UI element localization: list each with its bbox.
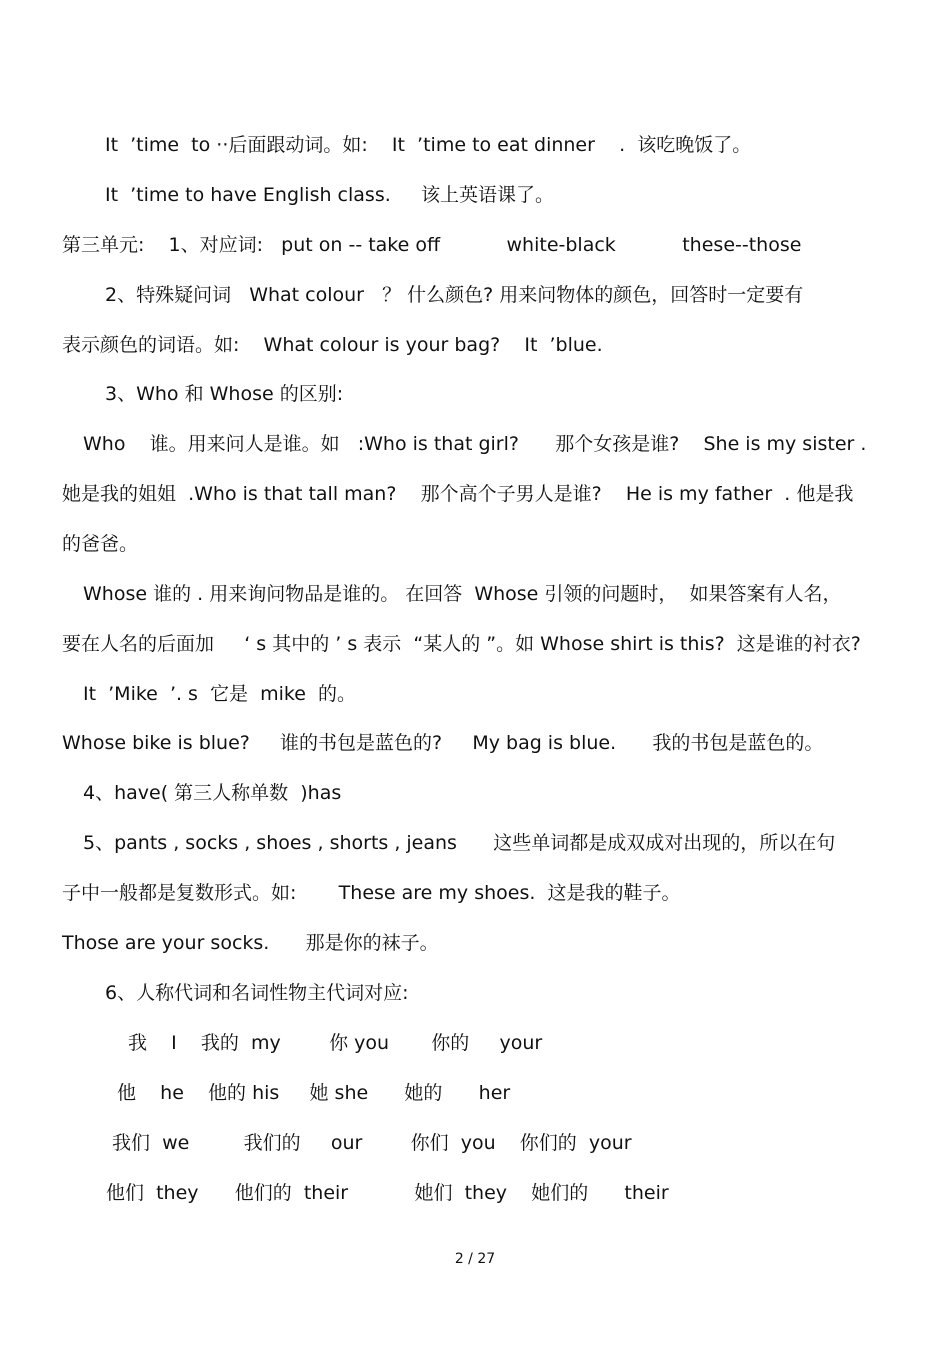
text-line-5: 表示颜色的词语。如: What colour is your bag? It ’blue. (62, 334, 603, 356)
text-line-18: 6、人称代词和名词性物主代词对应: (105, 982, 409, 1004)
text-line-10: Whose 谁的 . 用来询问物品是谁的。 在回答 Whose 引领的问题时， 如果答案有人名， (83, 583, 842, 605)
text-line-9: 的爸爸。 (62, 533, 139, 555)
text-line-13: Whose bike is blue? 谁的书包是蓝色的? My bag is blue. 我的书包是蓝色的。 (62, 732, 824, 754)
text-line-17: Those are your socks. 那是你的袜子。 (62, 932, 439, 954)
pronoun-row-2: 他 he 他的 his 她 she 她的 her (117, 1082, 511, 1104)
text-line-14: 4、have( 第三人称单数 )has (83, 782, 342, 804)
pronoun-row-4: 他们 they 他们的 their 她们 they 她们的 their (106, 1182, 669, 1204)
pronoun-row-3: 我们 we 我们的 our 你们 you 你们的 your (112, 1132, 632, 1154)
text-line-2: It ’time to have English class. 该上英语课了。 (105, 184, 554, 206)
text-line-16: 子中一般都是复数形式。如: These are my shoes. 这是我的鞋子。 (62, 882, 681, 904)
text-line-3: 第三单元: 1、对应词: put on -- take off white-black these--those (62, 234, 802, 256)
page-number: 2 / 27 (454, 1251, 496, 1267)
text-line-15: 5、pants , socks , shoes , shorts , jeans 这些单词都是成双成对出现的，所以在句 (83, 832, 836, 854)
text-line-8: 她是我的姐姐 .Who is that tall man? 那个高个子男人是谁? He is my father . 他是我 (62, 483, 854, 505)
text-line-1: It ’time to ··后面跟动词。如: It ’time to eat dinner . 该吃晚饭了。 (105, 134, 752, 156)
pronoun-row-1: 我 I 我的 my 你 you 你的 your (128, 1032, 543, 1054)
text-line-11: 要在人名的后面加 ‘ s 其中的 ’ s 表示 “某人的 ”。如 Whose shirt is this? 这是谁的衬衣? (62, 633, 861, 655)
text-line-4: 2、特殊疑问词 What colour ？ 什么颜色? 用来问物体的颜色，回答时一定要有 (105, 284, 804, 306)
text-line-6: 3、Who 和 Whose 的区别: (105, 383, 344, 405)
text-line-7: Who 谁。用来问人是谁。如 :Who is that girl? 那个女孩是谁? She is my sister . (83, 433, 867, 455)
text-line-12: It ’Mike ’. s 它是 mike 的。 (83, 683, 356, 705)
